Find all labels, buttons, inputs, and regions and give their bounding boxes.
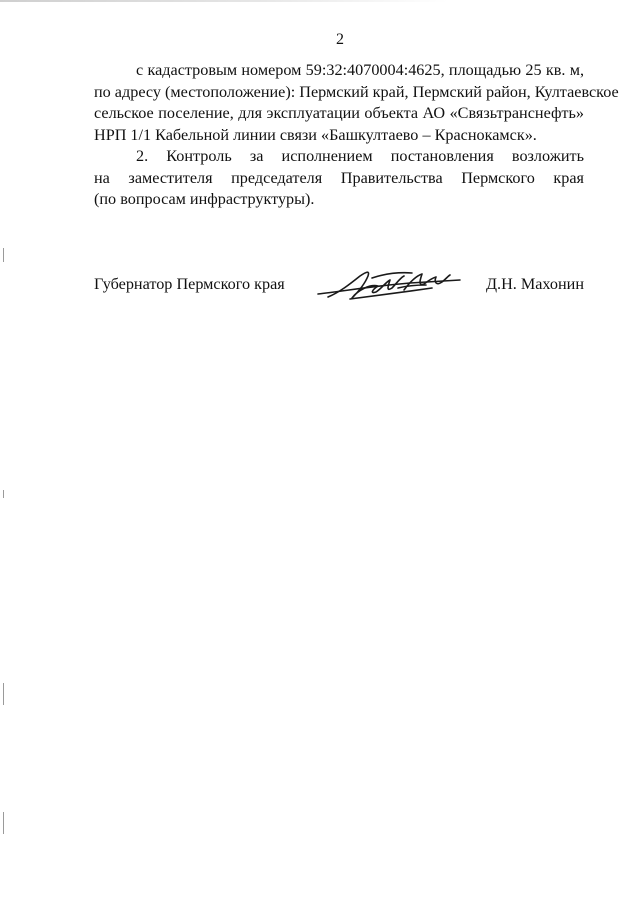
scan-edge-mark: [3, 248, 4, 262]
paragraph-1-line-2: по адресу (местоположение): Пермский край, Пермский район, Култаевское: [94, 82, 619, 101]
signer-name: Д.Н. Махонин: [485, 275, 584, 293]
scan-edge-mark: [3, 812, 4, 834]
scan-edge-mark: [3, 490, 4, 498]
document-body: [94, 60, 619, 211]
signature-block: [94, 272, 584, 312]
scan-top-edge: [0, 0, 640, 2]
paragraph-1-line-1: с кадастровым номером 59:32:4070004:4625, площадью 25 кв. м,: [136, 61, 584, 79]
paragraph-1-line-3: сельское поселение, для эксплуатации объекта АО «Связьтранснефть»: [94, 104, 584, 122]
paragraph-1-line-4: НРП 1/1 Кабельной линии связи «Башкултаево – Краснокамск».: [94, 125, 537, 144]
paragraph-2-line-2: на заместителя председателя Правительства Пермского края: [94, 168, 584, 187]
scan-edge-mark: [3, 683, 4, 705]
handwritten-signature: [314, 264, 464, 306]
page-number: 2: [336, 31, 344, 48]
signer-title: Губернатор Пермского края: [94, 275, 285, 293]
paragraph-2-line-1: 2. Контроль за исполнением постановления возложить: [136, 147, 584, 165]
paragraph-2-line-3: (по вопросам инфраструктуры).: [94, 190, 315, 208]
